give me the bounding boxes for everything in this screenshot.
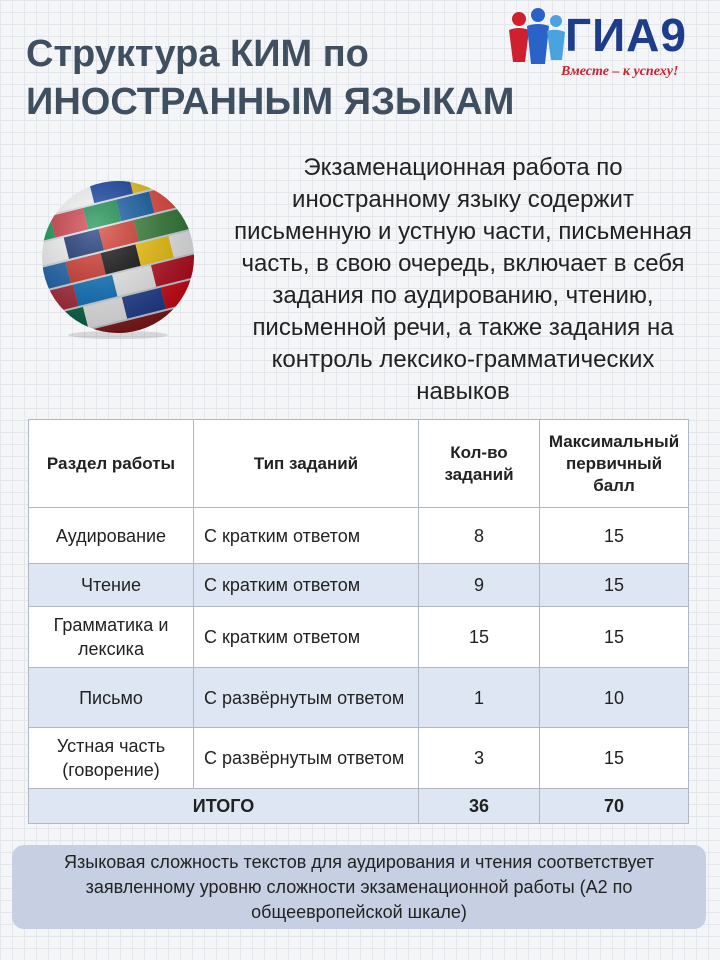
cell-task-type: С развёрнутым ответом — [194, 668, 419, 728]
page-title — [26, 30, 514, 126]
table-row — [29, 607, 689, 668]
cell-task-type: С кратким ответом — [194, 564, 419, 607]
gia9-logo — [505, 6, 715, 90]
page-title-line1: Структура КИМ по — [26, 33, 369, 75]
cell-section: Устная часть (говорение) — [29, 728, 194, 789]
cell-task-type: С кратким ответом — [194, 508, 419, 564]
cell-total-score: 70 — [540, 789, 689, 824]
logo-text: ГИА9 — [565, 9, 687, 61]
cell-task-count: 8 — [419, 508, 540, 564]
table-row — [29, 668, 689, 728]
gia9-logo-figures-icon — [505, 6, 567, 76]
header-max-score: Максимальный первичный балл — [540, 420, 689, 508]
intro-text: Экзаменационная работа по иностранному языку содержит письменную и устную части, письменная часть, в свою очередь, включает в себя задания по аудированию, чтению, письменной речи, а также задания на контроль лексико-грамматических навыков — [234, 154, 692, 405]
difficulty-note — [12, 845, 706, 929]
table-header-row — [29, 420, 689, 508]
table-total-row — [29, 789, 689, 824]
cell-section: Грамматика и лексика — [29, 607, 194, 668]
cell-section: Аудирование — [29, 508, 194, 564]
page-title-line2: ИНОСТРАННЫМ ЯЗЫКАМ — [26, 81, 515, 123]
table-row — [29, 508, 689, 564]
cell-section: Письмо — [29, 668, 194, 728]
cell-max-score: 15 — [540, 564, 689, 607]
header-task-type: Тип заданий — [194, 420, 419, 508]
cell-task-count: 3 — [419, 728, 540, 789]
logo-slogan: Вместе – к успеху! — [561, 64, 679, 79]
cell-section: Чтение — [29, 564, 194, 607]
cell-task-count: 9 — [419, 564, 540, 607]
cell-max-score: 15 — [540, 607, 689, 668]
exam-structure-table — [28, 419, 689, 824]
cell-total-count: 36 — [419, 789, 540, 824]
cell-max-score: 10 — [540, 668, 689, 728]
cell-max-score: 15 — [540, 508, 689, 564]
cell-total-label: ИТОГО — [29, 789, 419, 824]
flags-globe-icon — [38, 175, 198, 340]
header-section: Раздел работы — [29, 420, 194, 508]
table-row — [29, 728, 689, 789]
cell-task-type: С кратким ответом — [194, 607, 419, 668]
table-row — [29, 564, 689, 607]
cell-task-type: С развёрнутым ответом — [194, 728, 419, 789]
header-task-count: Кол-во заданий — [419, 420, 540, 508]
cell-task-count: 1 — [419, 668, 540, 728]
cell-max-score: 15 — [540, 728, 689, 789]
cell-task-count: 15 — [419, 607, 540, 668]
difficulty-note-text: Языковая сложность текстов для аудирования и чтения соответствует заявленному уровню сложности экзаменационной работы (А2 по общеевропейской шкале) — [64, 851, 654, 922]
